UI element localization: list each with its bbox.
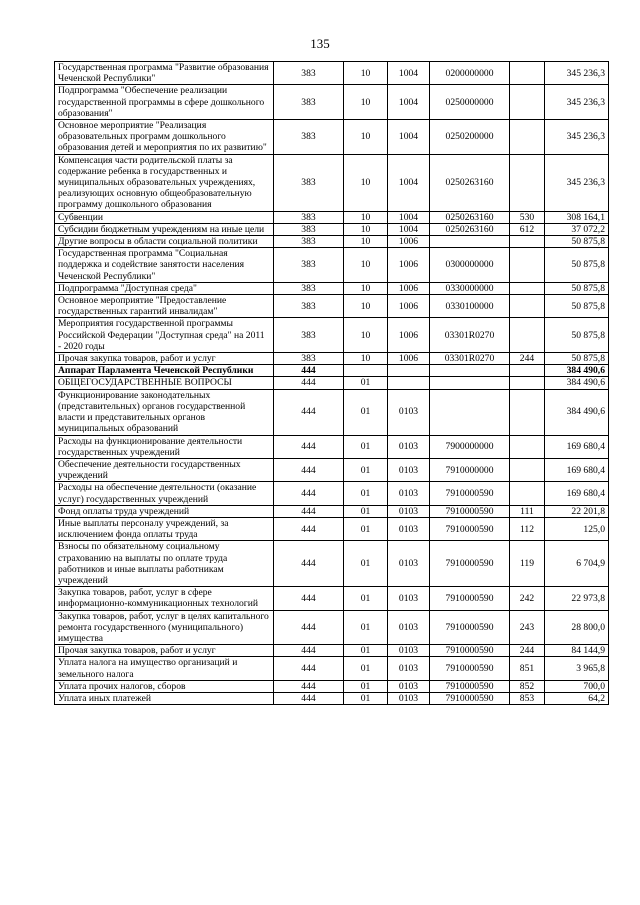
section-code: 10: [344, 248, 388, 283]
table-row: [55, 505, 609, 517]
section-code: 01: [344, 587, 388, 610]
section-code: 01: [344, 657, 388, 680]
section-code: 01: [344, 377, 388, 389]
expense-type-code: [510, 85, 545, 120]
expense-type-code: [510, 389, 545, 435]
row-name: Закупка товаров, работ, услуг в сфере информационно-коммуникационных технологий: [55, 587, 274, 610]
amount: 50 875,8: [545, 248, 609, 283]
ministry-code: 444: [274, 365, 344, 377]
target-article-code: 03301R0270: [430, 318, 510, 353]
expense-type-code: 244: [510, 353, 545, 365]
target-article-code: 0200000000: [430, 62, 510, 85]
subsection-code: 0103: [388, 482, 430, 505]
expense-type-code: 112: [510, 517, 545, 540]
expense-type-code: 242: [510, 587, 545, 610]
expense-type-code: 244: [510, 645, 545, 657]
amount: 345 236,3: [545, 85, 609, 120]
row-name: Взносы по обязательному социальному страхованию на выплаты по оплате труда работников и иные выплаты работникам учреждений: [55, 541, 274, 587]
subsection-code: 0103: [388, 517, 430, 540]
expense-type-code: [510, 295, 545, 318]
row-name: Субсидии бюджетным учреждениям на иные цели: [55, 223, 274, 235]
target-article-code: [430, 236, 510, 248]
section-code: 01: [344, 482, 388, 505]
subsection-code: 0103: [388, 692, 430, 704]
amount: 22 201,8: [545, 505, 609, 517]
subsection-code: 1004: [388, 62, 430, 85]
target-article-code: 7910000000: [430, 458, 510, 481]
table-row: [55, 154, 609, 211]
expense-type-code: 530: [510, 211, 545, 223]
table-row: [55, 295, 609, 318]
section-code: 10: [344, 154, 388, 211]
ministry-code: 444: [274, 645, 344, 657]
row-name: Мероприятия государственной программы Российской Федерации "Доступная среда" на 2011 - 2020 годы: [55, 318, 274, 353]
row-name: Основное мероприятие "Предоставление государственных гарантий инвалидам": [55, 295, 274, 318]
target-article-code: 0250000000: [430, 85, 510, 120]
section-code: 10: [344, 295, 388, 318]
table-row: [55, 657, 609, 680]
expense-type-code: 243: [510, 610, 545, 645]
table-row: [55, 482, 609, 505]
target-article-code: 0250263160: [430, 211, 510, 223]
section-code: 10: [344, 211, 388, 223]
subsection-code: 1004: [388, 85, 430, 120]
ministry-code: 383: [274, 236, 344, 248]
amount: 6 704,9: [545, 541, 609, 587]
expense-type-code: 612: [510, 223, 545, 235]
ministry-code: 383: [274, 318, 344, 353]
target-article-code: [430, 389, 510, 435]
row-name: ОБЩЕГОСУДАРСТВЕННЫЕ ВОПРОСЫ: [55, 377, 274, 389]
ministry-code: 444: [274, 482, 344, 505]
row-name: Расходы на обеспечение деятельности (оказание услуг) государственных учреждений: [55, 482, 274, 505]
amount: 50 875,8: [545, 282, 609, 294]
subsection-code: 1006: [388, 282, 430, 294]
amount: 28 800,0: [545, 610, 609, 645]
row-name: Фонд оплаты труда учреждений: [55, 505, 274, 517]
amount: 84 144,9: [545, 645, 609, 657]
target-article-code: 7910000590: [430, 482, 510, 505]
ministry-code: 383: [274, 353, 344, 365]
section-code: 01: [344, 517, 388, 540]
amount: 169 680,4: [545, 482, 609, 505]
section-code: 01: [344, 610, 388, 645]
subsection-code: 0103: [388, 435, 430, 458]
amount: 384 490,6: [545, 377, 609, 389]
table-row: [55, 645, 609, 657]
amount: 50 875,8: [545, 236, 609, 248]
amount: 37 072,2: [545, 223, 609, 235]
subsection-code: 1004: [388, 120, 430, 155]
table-row: [55, 365, 609, 377]
ministry-code: 444: [274, 377, 344, 389]
table-row: [55, 435, 609, 458]
target-article-code: 7910000590: [430, 505, 510, 517]
row-name: Прочая закупка товаров, работ и услуг: [55, 353, 274, 365]
section-code: 01: [344, 505, 388, 517]
subsection-code: 0103: [388, 458, 430, 481]
ministry-code: 444: [274, 458, 344, 481]
row-name: Другие вопросы в области социальной политики: [55, 236, 274, 248]
ministry-code: 383: [274, 248, 344, 283]
ministry-code: 444: [274, 517, 344, 540]
ministry-code: 444: [274, 657, 344, 680]
ministry-code: 444: [274, 435, 344, 458]
ministry-code: 444: [274, 587, 344, 610]
row-name: Расходы на функционирование деятельности государственных учреждений: [55, 435, 274, 458]
row-name: Уплата иных платежей: [55, 692, 274, 704]
ministry-code: 383: [274, 154, 344, 211]
ministry-code: 444: [274, 389, 344, 435]
ministry-code: 383: [274, 282, 344, 294]
expense-type-code: [510, 377, 545, 389]
page-number: 135: [310, 36, 330, 51]
target-article-code: 7910000590: [430, 610, 510, 645]
section-code: 10: [344, 318, 388, 353]
table-row: [55, 248, 609, 283]
ministry-code: 383: [274, 295, 344, 318]
target-article-code: 0250263160: [430, 154, 510, 211]
subsection-code: 1006: [388, 353, 430, 365]
target-article-code: 0250200000: [430, 120, 510, 155]
target-article-code: 7910000590: [430, 657, 510, 680]
expense-type-code: 851: [510, 657, 545, 680]
target-article-code: 7910000590: [430, 680, 510, 692]
ministry-code: 444: [274, 692, 344, 704]
expense-type-code: 111: [510, 505, 545, 517]
table-row: [55, 610, 609, 645]
target-article-code: 0250263160: [430, 223, 510, 235]
section-code: 01: [344, 692, 388, 704]
table-row: [55, 377, 609, 389]
expense-type-code: [510, 482, 545, 505]
subsection-code: 0103: [388, 657, 430, 680]
subsection-code: 0103: [388, 505, 430, 517]
row-name: Уплата налога на имущество организаций и земельного налога: [55, 657, 274, 680]
table-row: [55, 223, 609, 235]
row-name: Основное мероприятие "Реализация образовательных программ дошкольного образования детей и мероприятия по их развитию": [55, 120, 274, 155]
table-row: [55, 211, 609, 223]
target-article-code: 0300000000: [430, 248, 510, 283]
section-code: 01: [344, 458, 388, 481]
expense-type-code: [510, 365, 545, 377]
target-article-code: [430, 377, 510, 389]
target-article-code: 03301R0270: [430, 353, 510, 365]
amount: 345 236,3: [545, 120, 609, 155]
subsection-code: 1006: [388, 295, 430, 318]
expense-type-code: [510, 154, 545, 211]
amount: 50 875,8: [545, 353, 609, 365]
table-row: [55, 62, 609, 85]
expense-type-code: [510, 62, 545, 85]
section-code: 10: [344, 353, 388, 365]
ministry-code: 444: [274, 680, 344, 692]
row-name: Функционирование законодательных (представительных) органов государственной власти и представительных органов муниципальных образований: [55, 389, 274, 435]
table-row: [55, 587, 609, 610]
ministry-code: 444: [274, 610, 344, 645]
row-name: Обеспечение деятельности государственных учреждений: [55, 458, 274, 481]
target-article-code: 7910000590: [430, 587, 510, 610]
section-code: 01: [344, 435, 388, 458]
ministry-code: 383: [274, 223, 344, 235]
subsection-code: 1004: [388, 154, 430, 211]
row-name: Уплата прочих налогов, сборов: [55, 680, 274, 692]
section-code: 10: [344, 223, 388, 235]
table-row: [55, 120, 609, 155]
amount: 64,2: [545, 692, 609, 704]
amount: 3 965,8: [545, 657, 609, 680]
table-row: [55, 353, 609, 365]
ministry-code: 444: [274, 505, 344, 517]
expense-type-code: [510, 458, 545, 481]
target-article-code: 0330000000: [430, 282, 510, 294]
expense-type-code: 852: [510, 680, 545, 692]
subsection-code: 1004: [388, 223, 430, 235]
expense-type-code: [510, 318, 545, 353]
row-name: Субвенции: [55, 211, 274, 223]
target-article-code: 7910000590: [430, 692, 510, 704]
amount: 50 875,8: [545, 295, 609, 318]
budget-table: [54, 61, 609, 705]
section-code: 01: [344, 541, 388, 587]
row-name: Закупка товаров, работ, услуг в целях капитального ремонта государственного (муниципального) имущества: [55, 610, 274, 645]
subsection-code: [388, 377, 430, 389]
section-code: 01: [344, 645, 388, 657]
expense-type-code: 119: [510, 541, 545, 587]
target-article-code: 7910000590: [430, 645, 510, 657]
subsection-code: 0103: [388, 680, 430, 692]
row-name: Аппарат Парламента Чеченской Республики: [55, 365, 274, 377]
amount: 125,0: [545, 517, 609, 540]
target-article-code: 0330100000: [430, 295, 510, 318]
subsection-code: 0103: [388, 389, 430, 435]
section-code: 01: [344, 680, 388, 692]
amount: 169 680,4: [545, 458, 609, 481]
amount: 384 490,6: [545, 389, 609, 435]
table-row: [55, 318, 609, 353]
amount: 169 680,4: [545, 435, 609, 458]
section-code: [344, 365, 388, 377]
row-name: Подпрограмма "Обеспечение реализации государственной программы в сфере дошкольного образования": [55, 85, 274, 120]
ministry-code: 383: [274, 62, 344, 85]
subsection-code: [388, 365, 430, 377]
table-row: [55, 458, 609, 481]
expense-type-code: [510, 236, 545, 248]
amount: 345 236,3: [545, 154, 609, 211]
subsection-code: 0103: [388, 587, 430, 610]
section-code: 10: [344, 85, 388, 120]
subsection-code: 1004: [388, 211, 430, 223]
row-name: Компенсация части родительской платы за содержание ребенка в государственных и муниципальных образовательных учреждениях, реализующих основную общеобразовательную программу дошкольного образования: [55, 154, 274, 211]
expense-type-code: [510, 435, 545, 458]
expense-type-code: [510, 282, 545, 294]
ministry-code: 383: [274, 120, 344, 155]
expense-type-code: 853: [510, 692, 545, 704]
subsection-code: 0103: [388, 610, 430, 645]
expense-type-code: [510, 120, 545, 155]
subsection-code: 1006: [388, 318, 430, 353]
section-code: 01: [344, 389, 388, 435]
target-article-code: 7910000590: [430, 541, 510, 587]
subsection-code: 1006: [388, 236, 430, 248]
row-name: Государственная программа "Развитие образования Чеченской Республики": [55, 62, 274, 85]
target-article-code: [430, 365, 510, 377]
table-row: [55, 541, 609, 587]
row-name: Подпрограмма "Доступная среда": [55, 282, 274, 294]
amount: 345 236,3: [545, 62, 609, 85]
row-name: Иные выплаты персоналу учреждений, за исключением фонда оплаты труда: [55, 517, 274, 540]
section-code: 10: [344, 120, 388, 155]
target-article-code: 7900000000: [430, 435, 510, 458]
section-code: 10: [344, 282, 388, 294]
amount: 384 490,6: [545, 365, 609, 377]
subsection-code: 0103: [388, 645, 430, 657]
subsection-code: 0103: [388, 541, 430, 587]
amount: 50 875,8: [545, 318, 609, 353]
row-name: Государственная программа "Социальная поддержка и содействие занятости населения Чеченской Республики": [55, 248, 274, 283]
target-article-code: 7910000590: [430, 517, 510, 540]
table-row: [55, 680, 609, 692]
table-row: [55, 236, 609, 248]
expense-type-code: [510, 248, 545, 283]
table-row: [55, 692, 609, 704]
amount: 700,0: [545, 680, 609, 692]
table-row: [55, 85, 609, 120]
table-row: [55, 282, 609, 294]
ministry-code: 383: [274, 85, 344, 120]
budget-table-body: [55, 62, 609, 705]
section-code: 10: [344, 236, 388, 248]
ministry-code: 444: [274, 541, 344, 587]
amount: 22 973,8: [545, 587, 609, 610]
table-row: [55, 389, 609, 435]
subsection-code: 1006: [388, 248, 430, 283]
section-code: 10: [344, 62, 388, 85]
table-row: [55, 517, 609, 540]
amount: 308 164,1: [545, 211, 609, 223]
ministry-code: 383: [274, 211, 344, 223]
row-name: Прочая закупка товаров, работ и услуг: [55, 645, 274, 657]
